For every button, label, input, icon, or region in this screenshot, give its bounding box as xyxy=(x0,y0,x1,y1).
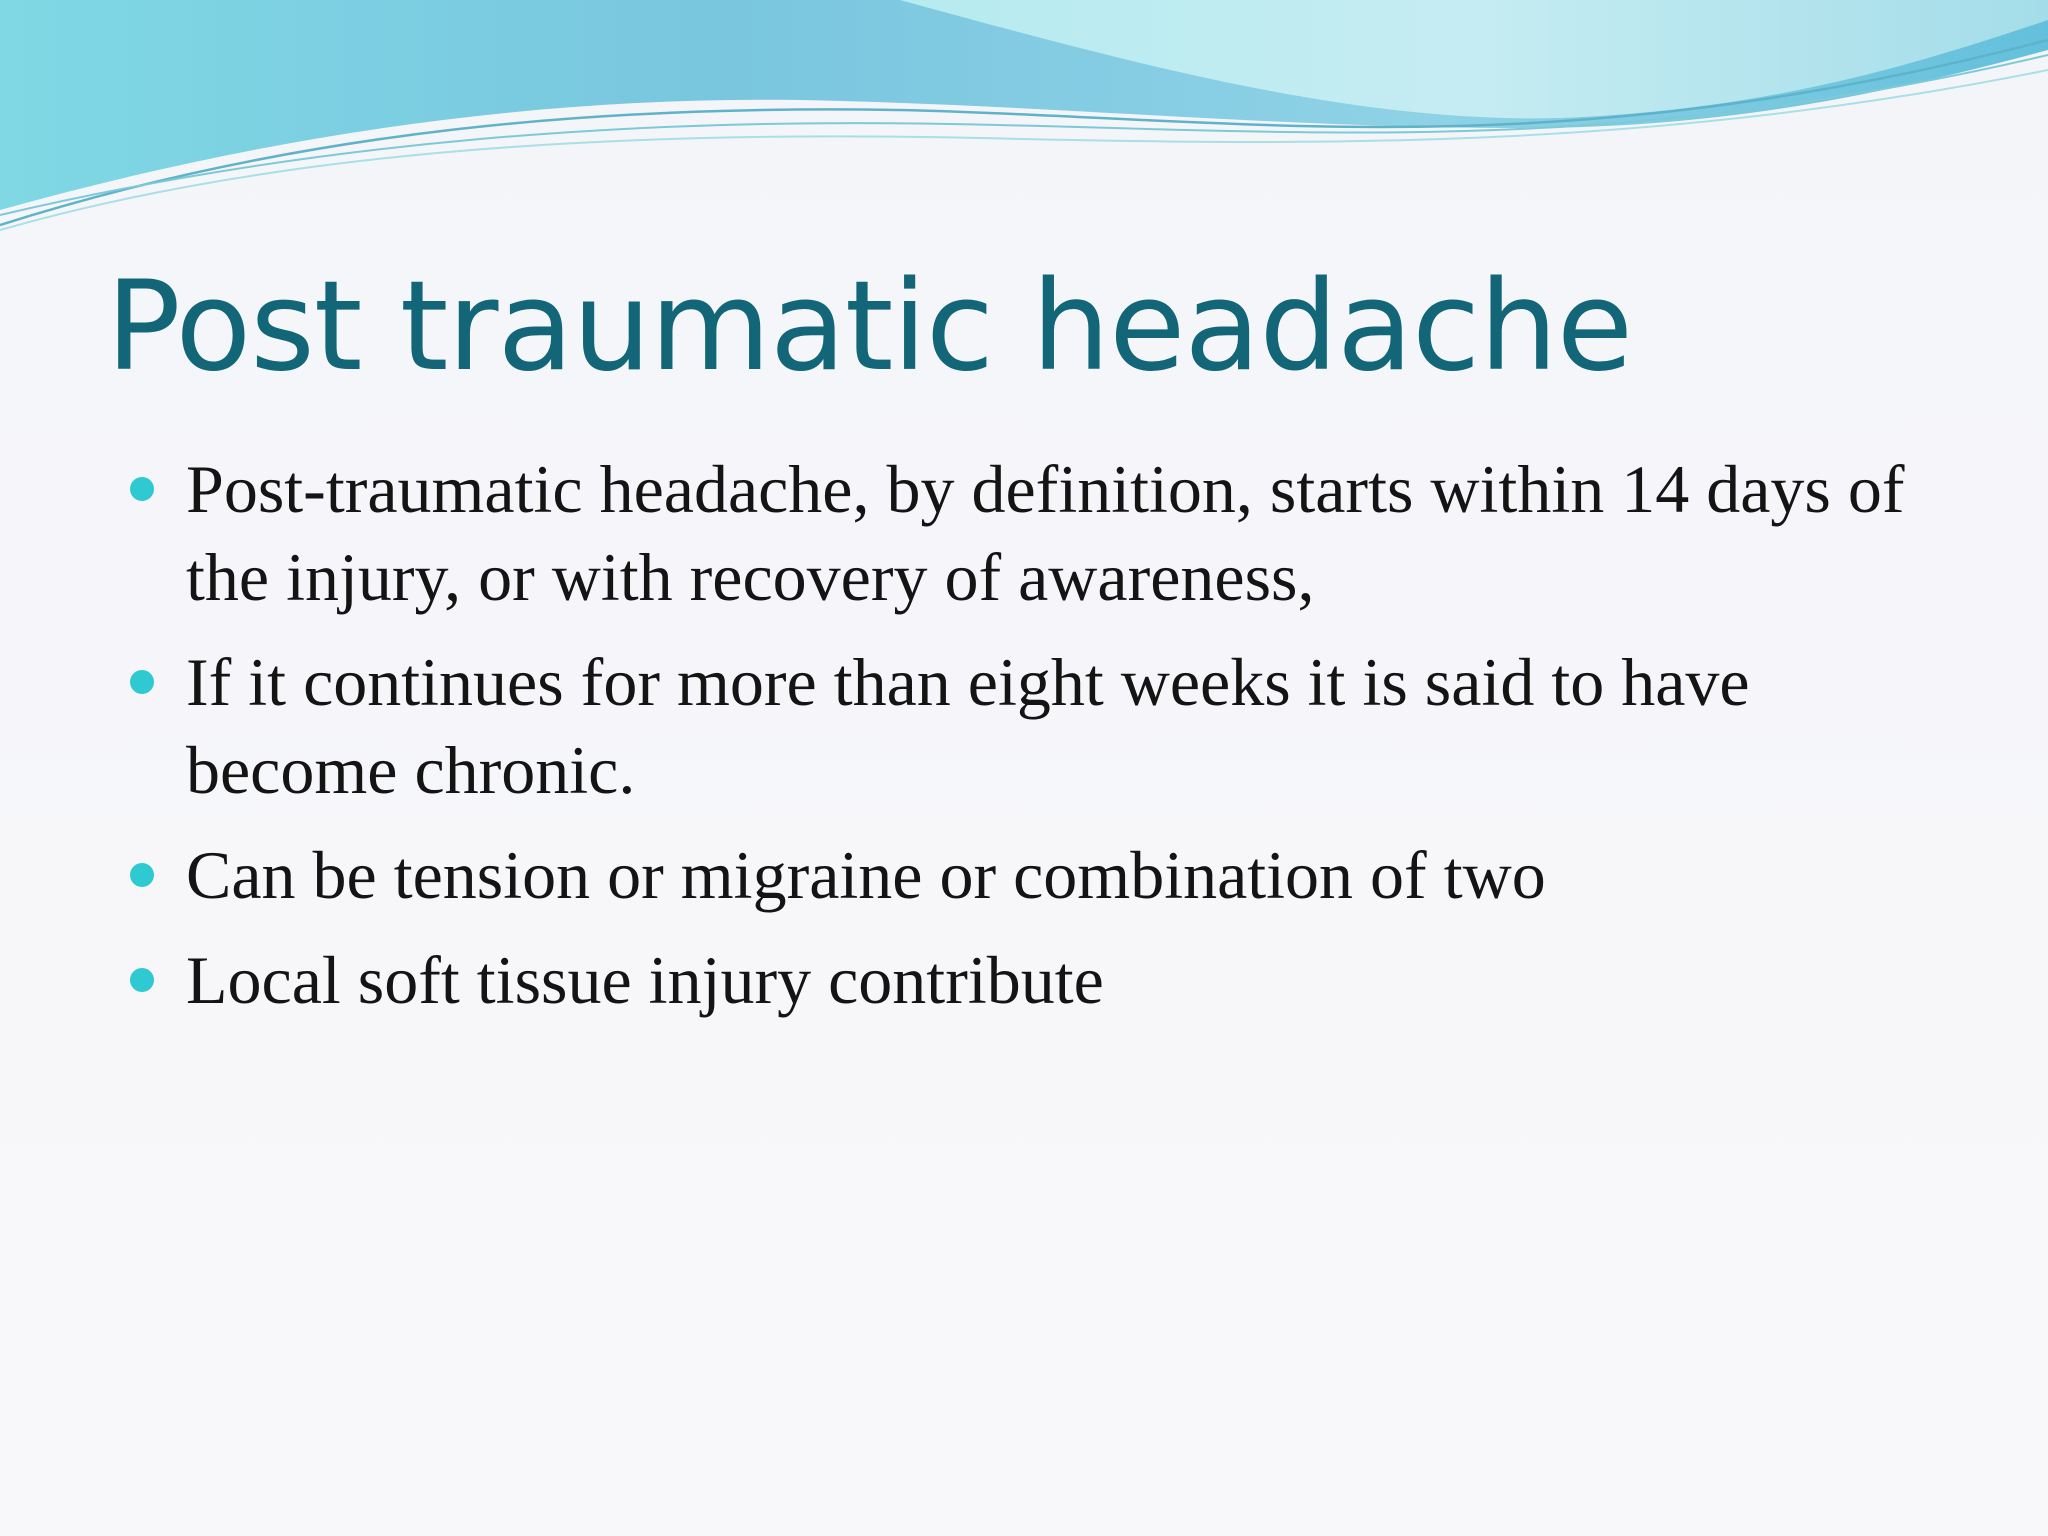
slide-title: Post traumatic headache xyxy=(106,255,1633,399)
bullet-text: Post-traumatic headache, by definition, starts within 14 days of the injury, or with recovery of awareness, xyxy=(186,451,1905,615)
bullet-text: If it continues for more than eight weeks it is said to have become chronic. xyxy=(186,644,1750,808)
bullet-icon xyxy=(130,863,154,887)
bullet-item xyxy=(130,831,1930,919)
bullet-item xyxy=(130,638,1930,814)
bullet-icon xyxy=(130,968,154,992)
bullet-list xyxy=(130,445,1930,1041)
bullet-icon xyxy=(130,477,154,501)
bullet-text: Local soft tissue injury contribute xyxy=(186,942,1104,1018)
bullet-text: Can be tension or migraine or combination of two xyxy=(186,837,1546,913)
bullet-icon xyxy=(130,670,154,694)
bullet-item xyxy=(130,445,1930,621)
header-wave-decoration xyxy=(0,0,2048,240)
bullet-item xyxy=(130,936,1930,1024)
